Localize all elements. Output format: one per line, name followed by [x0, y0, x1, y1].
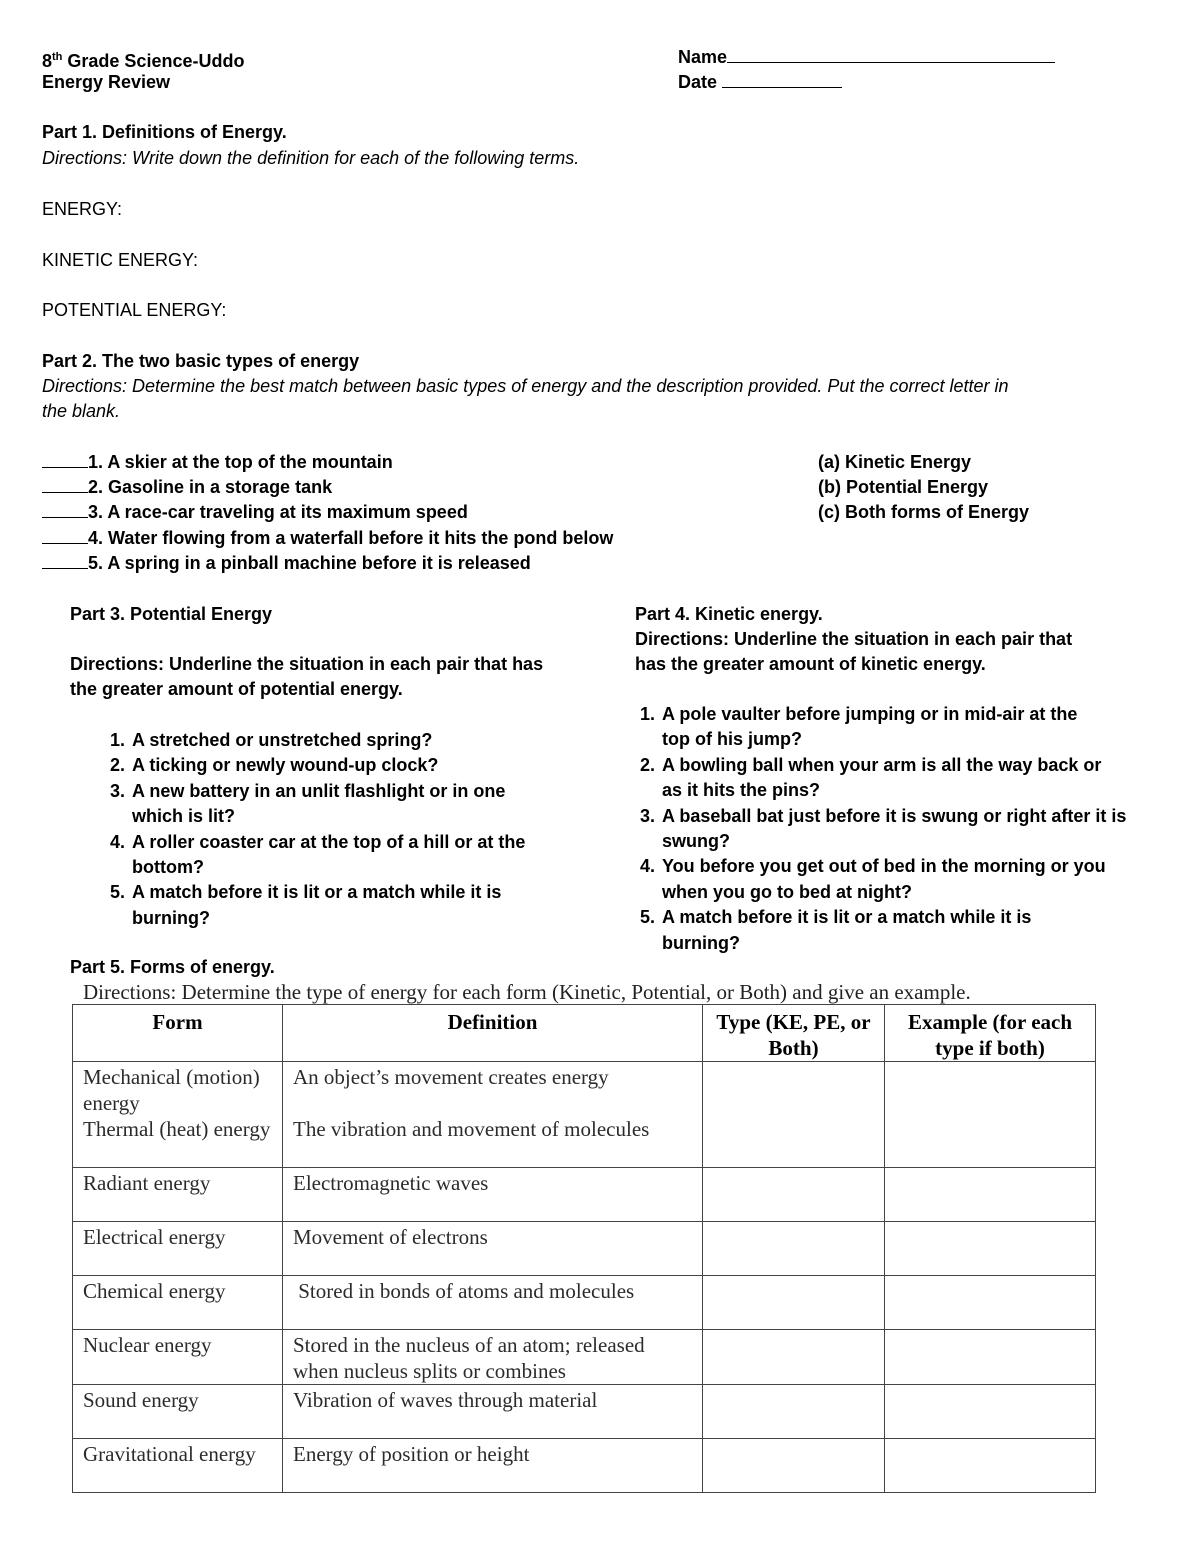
type-answer-cell[interactable] [703, 1385, 885, 1439]
term-energy: ENERGY: [42, 199, 123, 219]
column-header-definition: Definition [283, 1005, 703, 1062]
part4-directions-line1: Directions: Underline the situation in each pair that [635, 629, 1073, 649]
answer-blank[interactable] [42, 475, 88, 493]
part1-title: Part 1. Definitions of Energy. [42, 122, 287, 142]
table-row [73, 1222, 1096, 1276]
list-item[interactable]: 4. A roller coaster car at the top of a hill or at the bottom? [109, 831, 526, 878]
date-field[interactable] [678, 70, 842, 95]
definition-text: Energy of position or height [283, 1439, 703, 1493]
list-item[interactable]: 1. A pole vaulter before jumping or in mid-air at the top of his jump? [639, 704, 1078, 750]
list-item[interactable]: 3. A baseball bat just before it is swung or right after it is swung? [639, 805, 1127, 852]
list-item[interactable]: 5. A match before it is lit or a match while it is burning? [109, 882, 502, 928]
form-name: Mechanical (motion) energy [83, 1065, 260, 1115]
date-label: Date [678, 72, 723, 92]
definition-cell [283, 1062, 703, 1168]
definition-text: Movement of electrons [283, 1222, 703, 1276]
part2-directions-line1: Directions: Determine the best match between basic types of energy and the description provided. Put the correct letter in [42, 376, 1009, 396]
form-name: Radiant energy [73, 1168, 283, 1222]
form-name: Thermal (heat) energy [83, 1117, 271, 1141]
match-item: 2. Gasoline in a storage tank [42, 475, 332, 500]
definition-text: The vibration and movement of molecules [293, 1117, 650, 1141]
type-answer-cell[interactable] [703, 1330, 885, 1385]
date-blank[interactable] [722, 70, 842, 88]
part4-list [625, 702, 1130, 956]
table-row [73, 1330, 1096, 1385]
answer-blank[interactable] [42, 526, 88, 544]
example-answer-cell[interactable] [885, 1330, 1096, 1385]
option-potential: (b) Potential Energy [818, 477, 989, 497]
match-item: 3. A race-car traveling at its maximum speed [42, 500, 468, 525]
example-answer-cell[interactable] [885, 1062, 1096, 1168]
table-row [73, 1439, 1096, 1493]
part3-list [95, 728, 570, 931]
table-row [73, 1385, 1096, 1439]
part4-directions-line2: has the greater amount of kinetic energy. [635, 654, 986, 674]
match-item: 5. A spring in a pinball machine before it is released [42, 551, 531, 576]
name-label: Name [678, 47, 728, 67]
worksheet-title: Energy Review [42, 72, 171, 92]
list-item[interactable]: 4. You before you get out of bed in the morning or you when you go to bed at night? [639, 856, 1106, 902]
column-header-form: Form [73, 1005, 283, 1062]
part3-title: Part 3. Potential Energy [70, 604, 273, 624]
table-row [73, 1276, 1096, 1330]
type-answer-cell[interactable] [703, 1276, 885, 1330]
example-answer-cell[interactable] [885, 1222, 1096, 1276]
form-name: Chemical energy [73, 1276, 283, 1330]
form-cell [73, 1062, 283, 1168]
part5-directions: Directions: Determine the type of energy for each form (Kinetic, Potential, or Both) and give an example. [83, 980, 971, 1004]
example-answer-cell[interactable] [885, 1439, 1096, 1493]
type-answer-cell[interactable] [703, 1439, 885, 1493]
example-answer-cell[interactable] [885, 1168, 1096, 1222]
example-answer-cell[interactable] [885, 1276, 1096, 1330]
forms-of-energy-table [72, 1004, 1096, 1493]
list-item[interactable]: 3. A new battery in an unlit flashlight or in one which is lit? [109, 780, 506, 827]
definition-text: Electromagnetic waves [283, 1168, 703, 1222]
part3-directions-line2: the greater amount of potential energy. [70, 679, 403, 699]
form-name: Gravitational energy [73, 1439, 283, 1493]
match-item: 1. A skier at the top of the mountain [42, 450, 393, 475]
list-item[interactable]: 2. A bowling ball when your arm is all the way back or as it hits the pins? [639, 754, 1102, 801]
answer-blank[interactable] [42, 551, 88, 569]
definition-text: Stored in the nucleus of an atom; released when nucleus splits or combines [283, 1330, 703, 1385]
option-both: (c) Both forms of Energy [818, 502, 1030, 522]
table-row [73, 1062, 1096, 1168]
part4-title: Part 4. Kinetic energy. [635, 604, 823, 624]
form-name: Sound energy [73, 1385, 283, 1439]
part5-title: Part 5. Forms of energy. [70, 957, 275, 977]
type-answer-cell[interactable] [703, 1168, 885, 1222]
name-field[interactable] [678, 45, 1055, 70]
column-header-type: Type (KE, PE, or Both) [703, 1005, 885, 1062]
answer-blank[interactable] [42, 450, 88, 468]
course-title: 8th Grade Science-Uddo [42, 51, 245, 71]
form-name: Electrical energy [73, 1222, 283, 1276]
match-item: 4. Water flowing from a waterfall before it hits the pond below [42, 526, 613, 551]
part2-title: Part 2. The two basic types of energy [42, 351, 360, 371]
name-blank[interactable] [727, 45, 1055, 63]
part3-directions-line1: Directions: Underline the situation in each pair that has [70, 654, 544, 674]
part1-directions: Directions: Write down the definition for each of the following terms. [42, 148, 580, 168]
type-answer-cell[interactable] [703, 1222, 885, 1276]
form-name: Nuclear energy [73, 1330, 283, 1385]
answer-blank[interactable] [42, 500, 88, 518]
definition-text: Vibration of waves through material [283, 1385, 703, 1439]
option-kinetic: (a) Kinetic Energy [818, 452, 972, 472]
definition-text: Stored in bonds of atoms and molecules [283, 1276, 703, 1330]
list-item[interactable]: 2. A ticking or newly wound-up clock? [109, 755, 439, 776]
list-item[interactable]: 5. A match before it is lit or a match while it is burning? [639, 907, 1032, 953]
table-row [73, 1168, 1096, 1222]
example-answer-cell[interactable] [885, 1385, 1096, 1439]
term-potential-energy: POTENTIAL ENERGY: [42, 300, 227, 320]
list-item[interactable]: 1. A stretched or unstretched spring? [109, 730, 433, 750]
part2-directions-line2: the blank. [42, 401, 121, 421]
definition-text: An object’s movement creates energy [293, 1065, 609, 1089]
type-answer-cell[interactable] [703, 1062, 885, 1168]
column-header-example: Example (for each type if both) [885, 1005, 1096, 1062]
table-header-row [73, 1005, 1096, 1062]
term-kinetic-energy: KINETIC ENERGY: [42, 250, 199, 270]
